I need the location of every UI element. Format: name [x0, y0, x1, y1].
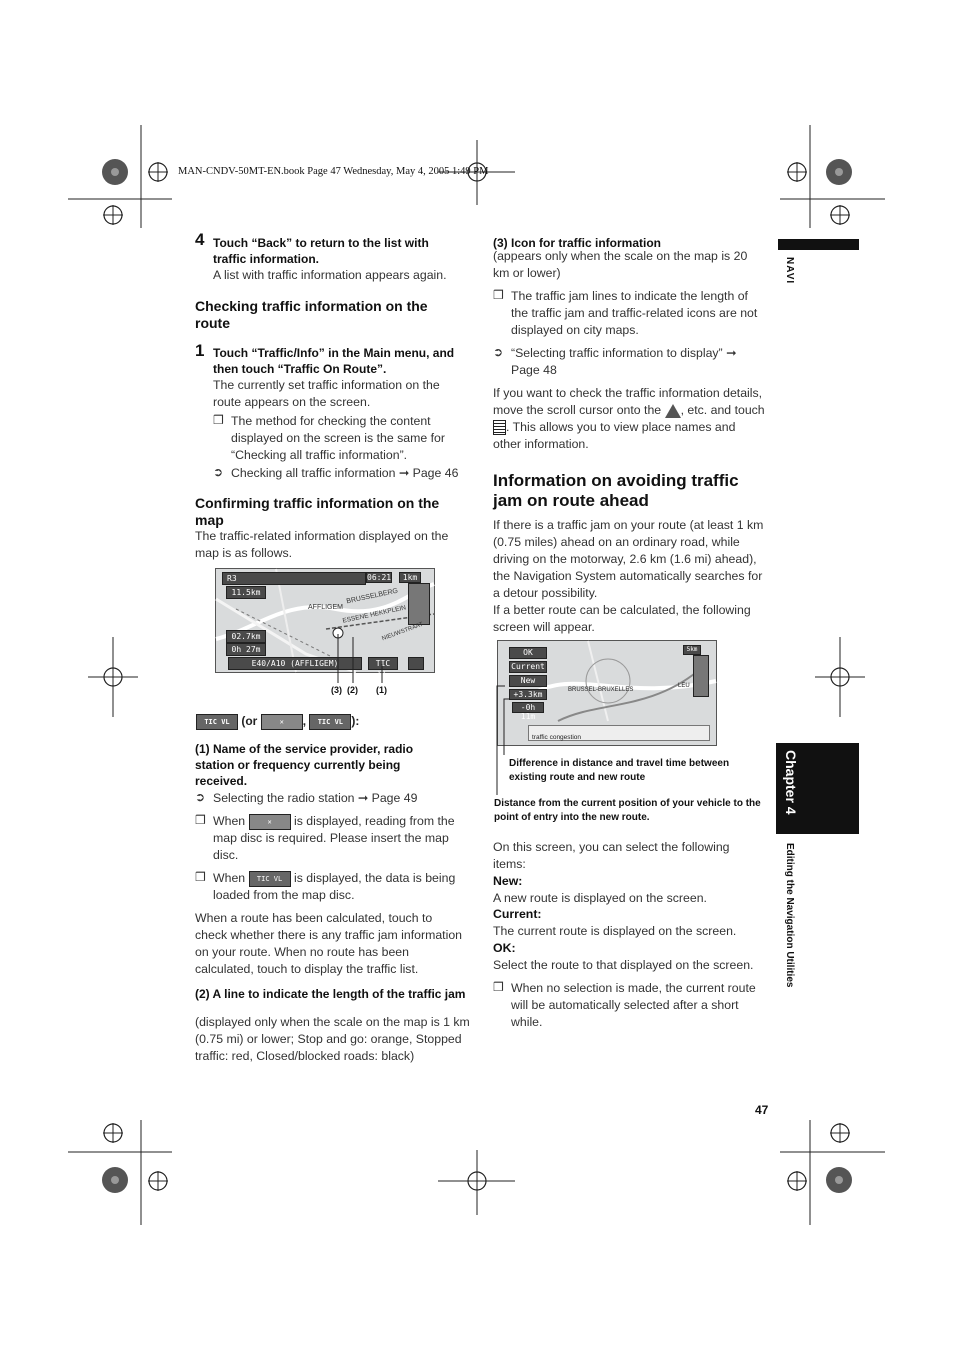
current-button[interactable]: Current — [509, 661, 547, 673]
callout-1: (1) — [376, 685, 387, 695]
clock-chip: 06:21 — [367, 573, 392, 582]
time2-chip: 0h 27m — [226, 643, 266, 656]
ok-button[interactable]: OK — [509, 647, 547, 659]
heading-avoiding: Information on avoiding traffic jam on route ahead — [493, 471, 739, 510]
step-body: A list with traffic information appears again. — [213, 268, 447, 282]
city-label: LEU — [678, 683, 690, 689]
callout-3: (3) — [331, 685, 342, 695]
station-chip: R3 — [222, 572, 366, 585]
item3-title: (3) Icon for traffic information — [493, 236, 661, 250]
ok-body: Select the route to that displayed on the screen. — [493, 958, 754, 972]
diff-chip: +3.3km — [509, 689, 547, 700]
box-icon: ❒ — [493, 288, 504, 302]
loading-icon: TIC VL — [309, 714, 351, 730]
loading-icon: TIC VL — [249, 871, 291, 887]
note-item: ❒ The method for checking the content displayed on the screen is the same for “Checking all traffic information”. — [213, 413, 445, 462]
reference-item: ➲ Selecting the radio station ➞ Page 49 — [195, 790, 418, 805]
current-body: The current route is displayed on the screen. — [493, 924, 737, 938]
city-label: BRUSSEL-BRUXELLES — [568, 687, 634, 693]
confirm-body: The traffic-related information displayed on the map is as follows. — [195, 529, 449, 560]
arrow-icon: ➲ — [493, 345, 504, 359]
map-label: ESSENE HEKKPLEIN — [341, 604, 407, 625]
book-info-header: MAN-CNDV-50MT-EN.book Page 47 Wednesday, May 4, 2005 1:49 PM — [178, 166, 489, 177]
navi-label: NAVI — [784, 257, 795, 285]
avoid-body-2: If a better route can be calculated, the following screen will appear. — [493, 603, 751, 634]
route-paragraph: When a route has been calculated, touch to check whether there is any traffic jam information on your route. When no route has been calculated, touch to display the traffic list. — [195, 911, 463, 976]
heading-checking: Checking traffic information on the route — [195, 298, 428, 331]
time-diff-chip: -0h 11m — [512, 702, 544, 713]
step-number: 4 — [195, 230, 205, 249]
note-item: ❒ When no selection is made, the current route will be automatically selected after a short while. — [493, 980, 756, 1029]
box-icon: ❒ — [195, 813, 206, 827]
caption-difference: Difference in distance and travel time between existing route and new route — [509, 758, 730, 783]
chapter-label: Chapter 4 — [783, 750, 799, 815]
step-title: Touch “Traffic/Info” in the Main menu, and then touch “Traffic On Route”. — [213, 346, 455, 376]
note-item: ❒ When TIC VL is displayed, the data is being loaded from the map disc. — [195, 870, 456, 902]
arrow-icon: ➲ — [195, 790, 206, 804]
map-label: AFFLIGEM — [308, 604, 344, 611]
reference-item: ➲ “Selecting traffic information to display” ➞ Page 48 — [493, 345, 737, 377]
road-name-chip: E40/A10 (AFFLIGEM) — [228, 657, 362, 670]
distance-chip: 11.5km — [226, 586, 266, 599]
map-label: BRUSSELBERG — [345, 587, 399, 606]
item1-title: (1) Name of the service provider, radio station or frequency currently being received. — [195, 742, 414, 788]
heading-confirming: Confirming traffic information on the map — [195, 495, 440, 528]
item2-title: (2) A line to indicate the length of the traffic jam — [195, 987, 466, 1001]
tic-icons-row: TIC VL (or ✕ , TIC VL ): — [196, 714, 359, 730]
reference-item: ➲ Checking all traffic information ➞ Page 46 — [213, 465, 459, 480]
step-number: 1 — [195, 341, 205, 360]
caption-distance: Distance from the current position of your vehicle to the point of entry into the new route. — [494, 798, 761, 823]
box-icon: ❒ — [493, 980, 504, 994]
item2-body: (displayed only when the scale on the map is 1 km (0.75 mi) or lower; Stop and go: orange, Stopped traffic: red, Closed/blocked roads: black) — [195, 1015, 470, 1063]
no-disc-icon: ✕ — [261, 714, 303, 730]
new-body: A new route is displayed on the screen. — [493, 891, 707, 905]
current-label: Current: — [493, 907, 542, 921]
section-label: Editing the Navigation Utilities — [784, 843, 795, 988]
tic-chip: TIC VL — [368, 657, 398, 670]
new-button[interactable]: New — [509, 675, 547, 687]
scale-chip: 1km — [399, 572, 421, 583]
ok-label: OK: — [493, 941, 516, 955]
select-intro: On this screen, you can select the following items: — [493, 840, 730, 871]
arrow-icon: ➲ — [213, 465, 224, 479]
step-body: The currently set traffic information on the route appears on the screen. — [213, 378, 440, 409]
box-icon: ❒ — [213, 413, 224, 427]
km-chip: 5km — [683, 645, 701, 655]
no-disc-icon: ✕ — [249, 814, 291, 830]
map-label: NIEUWSTRAAT — [381, 621, 424, 643]
note-item: ❒ When ✕ is displayed, reading from the map disc is required. Please insert the map disc. — [195, 813, 455, 862]
note-item: ❒ The traffic jam lines to indicate the length of the traffic jam and traffic-related icons are not displayed on city maps. — [493, 288, 758, 337]
callout-2: (2) — [347, 685, 358, 695]
item3-paragraph: If you want to check the traffic information details, move the scroll cursor onto the , etc. and touch . This allows you to view place names and other information. — [493, 386, 765, 451]
step-title: Touch “Back” to return to the list with traffic information. — [213, 236, 429, 266]
dist2-chip: 02.7km — [226, 630, 266, 643]
tic-vl-icon: TIC VL — [196, 714, 238, 730]
avoid-body: If there is a traffic jam on your route (at least 1 km (0.75 miles) ahead on an ordinary road, while driving on the motorway, 2.6 km (1.6 mi) ahead), the Navigation System automatically searches for a detour possibility. — [493, 518, 764, 600]
page-number: 47 — [755, 1103, 769, 1117]
message-bar: traffic congestion — [528, 725, 710, 741]
item3-body: (appears only when the scale on the map is 20 km or lower) — [493, 249, 748, 280]
box-icon: ❒ — [195, 870, 206, 884]
new-label: New: — [493, 874, 523, 888]
